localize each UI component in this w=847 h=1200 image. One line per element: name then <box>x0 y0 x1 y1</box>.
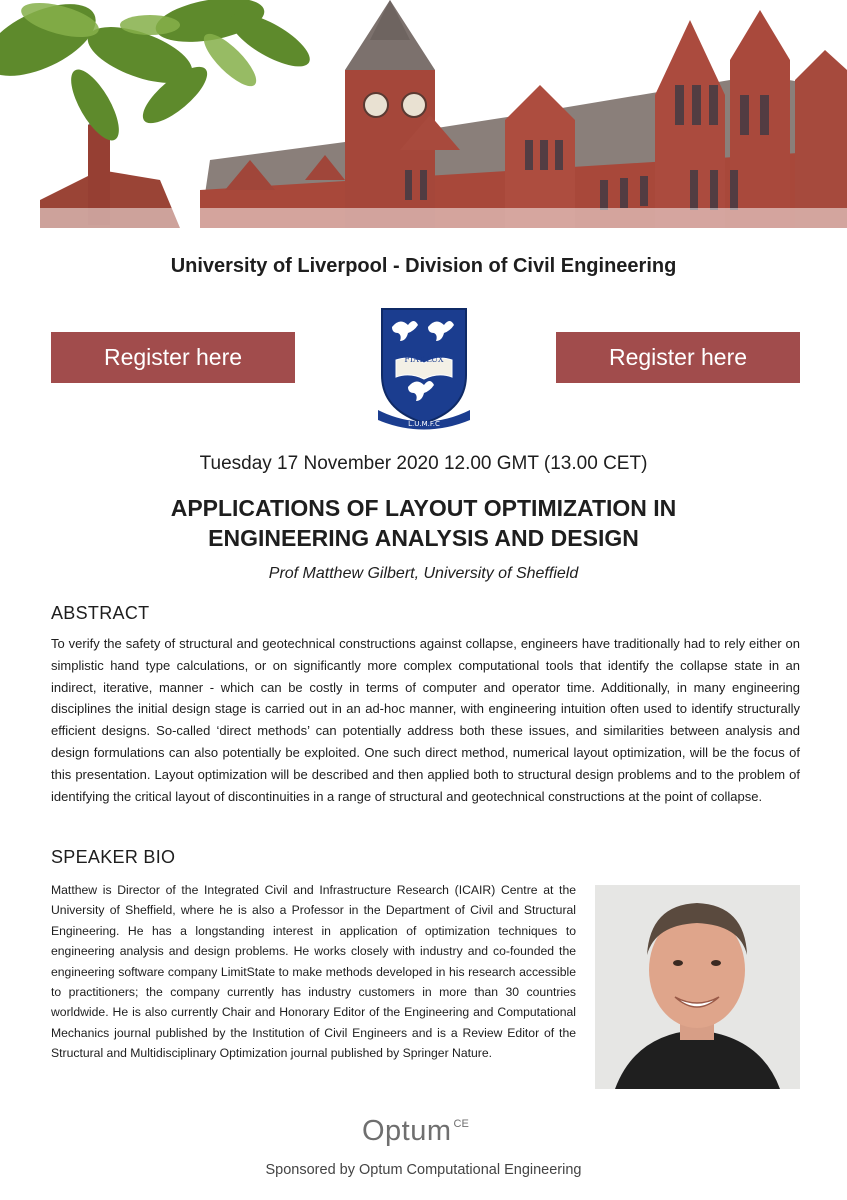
register-button-left[interactable]: Register here <box>51 332 295 383</box>
crest-motto: FIAT LUX <box>404 355 444 364</box>
speaker-photo <box>595 885 800 1089</box>
register-button-right[interactable]: Register here <box>556 332 800 383</box>
event-title-line2: ENGINEERING ANALYSIS AND DESIGN <box>208 525 639 551</box>
header-banner-image <box>0 0 847 228</box>
speaker-name: Prof Matthew Gilbert, University of Sheffield <box>268 565 579 582</box>
optum-ce-logo <box>362 1115 492 1153</box>
bio-text: Matthew is Director of the Integrated Civil and Infrastructure Research (ICAIR) Centre at the University of Sheffield, where he is also a Professor in the Department of Civil and Structural Engineering. He has a longstanding interest in application of optimization techniques to engineering analysis and design problems. He works closely with industry and co-founded the engineering software company LimitState to make methods developed in his research accessible to practitioners; the company currently has industry customers in more than 30 countries worldwide. He is also currently Chair and Honorary Editor of the Engineering and Computational Mechanics journal published by the Institution of Civil Engineers and is a Review Editor of the Structural and Multidisciplinary Optimization journal published by Springer Nature. <box>51 883 576 1061</box>
crest-initials: L.U.M.F.C <box>408 420 440 428</box>
abstract-text: To verify the safety of structural and geotechnical constructions against collapse, engineers have traditionally had to rely either on simplistic hand type calculations, or on significantly more complex computational tools that identify the collapse state in an indirect, iterative, manner - which can be costly in terms of computer and operator time. Additionally, in many engineering disciplines the initial design stage is carried out in an ad-hoc manner, with engineering intuition often used to identify structurally efficient designs. So-called ‘direct methods’ can potentially address both these issues, and similarities between analysis and design formulations can also potentially be exploited. One such direct method, numerical layout optimization, will be the focus of this presentation. Layout optimization will be described and then applied both to structural design problems and to the problem of identifying the critical layout of discontinuities in a range of structural and geotechnical constructions at the point of collapse. <box>51 636 800 804</box>
university-crest-logo <box>378 305 470 433</box>
event-title <box>0 493 847 553</box>
logo-main-text: Optum <box>362 1115 452 1147</box>
event-title-line1: APPLICATIONS OF LAYOUT OPTIMIZATION IN <box>170 495 677 521</box>
logo-superscript: CE <box>453 1118 469 1130</box>
abstract-heading: ABSTRACT <box>51 603 150 623</box>
building-illustration <box>0 0 847 228</box>
bio-heading: SPEAKER BIO <box>51 847 176 867</box>
event-date: Tuesday 17 November 2020 12.00 GMT (13.00 CET) <box>199 453 648 474</box>
page-subtitle: University of Liverpool - Division of Civil Engineering <box>170 255 677 277</box>
sponsor-text: Sponsored by Optum Computational Engineering <box>265 1162 582 1178</box>
